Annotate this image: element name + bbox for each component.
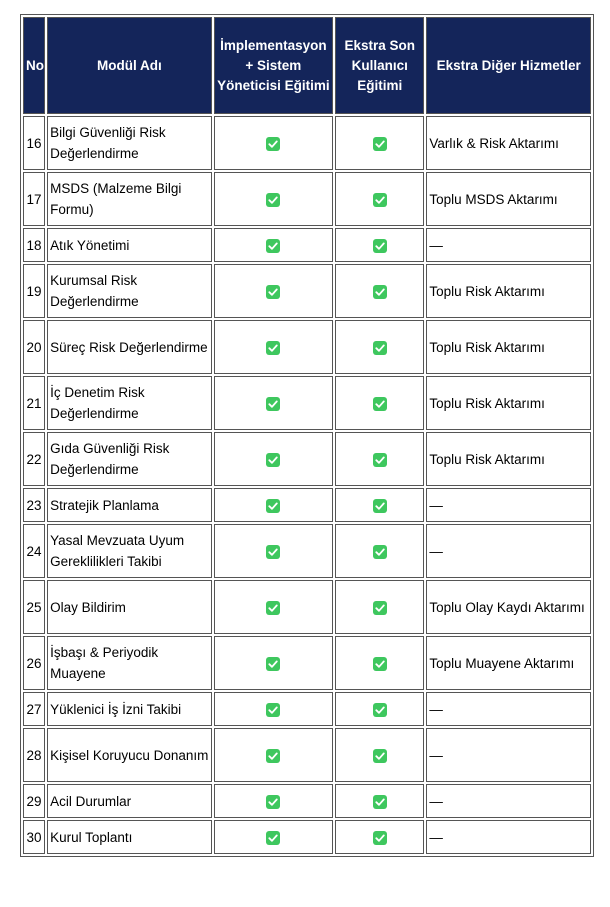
table-row <box>23 728 591 782</box>
row-number: 29 <box>23 784 45 818</box>
header-end-user-training: Ekstra Son Kullanıcı Eğitimi <box>335 17 424 114</box>
check-icon <box>266 545 280 559</box>
check-icon <box>266 601 280 615</box>
implementation-cell <box>214 432 333 486</box>
module-name: Kurumsal Risk Değerlendirme <box>47 264 212 318</box>
check-icon <box>373 397 387 411</box>
table-row <box>23 820 591 854</box>
other-services: — <box>426 228 591 262</box>
other-services: Toplu Risk Aktarımı <box>426 376 591 430</box>
table-row <box>23 580 591 634</box>
other-services: — <box>426 820 591 854</box>
check-icon <box>266 453 280 467</box>
check-icon <box>266 239 280 253</box>
row-number: 18 <box>23 228 45 262</box>
check-icon <box>373 137 387 151</box>
header-other-services: Ekstra Diğer Hizmetler <box>426 17 591 114</box>
check-icon <box>266 193 280 207</box>
row-number: 24 <box>23 524 45 578</box>
table-row <box>23 172 591 226</box>
implementation-cell <box>214 264 333 318</box>
other-services: Toplu Risk Aktarımı <box>426 320 591 374</box>
check-icon <box>373 657 387 671</box>
row-number: 22 <box>23 432 45 486</box>
module-name: Yasal Mevzuata Uyum Gereklilikleri Takibi <box>47 524 212 578</box>
table-row <box>23 228 591 262</box>
check-icon <box>266 499 280 513</box>
row-number: 30 <box>23 820 45 854</box>
row-number: 19 <box>23 264 45 318</box>
implementation-cell <box>214 376 333 430</box>
header-implementation-training: İmplementasyon + Sistem Yöneticisi Eğitimi <box>214 17 333 114</box>
module-name: Süreç Risk Değerlendirme <box>47 320 212 374</box>
table-row <box>23 376 591 430</box>
check-icon <box>266 703 280 717</box>
module-name: Atık Yönetimi <box>47 228 212 262</box>
end-user-cell <box>335 172 424 226</box>
check-icon <box>373 453 387 467</box>
implementation-cell <box>214 636 333 690</box>
check-icon <box>373 795 387 809</box>
module-name: Acil Durumlar <box>47 784 212 818</box>
end-user-cell <box>335 264 424 318</box>
check-icon <box>266 397 280 411</box>
module-name: Yüklenici İş İzni Takibi <box>47 692 212 726</box>
end-user-cell <box>335 376 424 430</box>
check-icon <box>266 341 280 355</box>
module-name: MSDS (Malzeme Bilgi Formu) <box>47 172 212 226</box>
module-name: Stratejik Planlama <box>47 488 212 522</box>
row-number: 28 <box>23 728 45 782</box>
table-row <box>23 784 591 818</box>
table-body <box>23 116 591 854</box>
other-services: — <box>426 692 591 726</box>
header-no: No <box>23 17 45 114</box>
module-name: İşbaşı & Periyodik Muayene <box>47 636 212 690</box>
row-number: 26 <box>23 636 45 690</box>
check-icon <box>373 499 387 513</box>
module-name: Bilgi Güvenliği Risk Değerlendirme <box>47 116 212 170</box>
module-name: Kurul Toplantı <box>47 820 212 854</box>
module-name: Gıda Güvenliği Risk Değerlendirme <box>47 432 212 486</box>
other-services: — <box>426 488 591 522</box>
end-user-cell <box>335 432 424 486</box>
module-name: Olay Bildirim <box>47 580 212 634</box>
module-name: Kişisel Koruyucu Donanım <box>47 728 212 782</box>
table-row <box>23 264 591 318</box>
other-services: — <box>426 524 591 578</box>
implementation-cell <box>214 116 333 170</box>
row-number: 17 <box>23 172 45 226</box>
end-user-cell <box>335 488 424 522</box>
row-number: 21 <box>23 376 45 430</box>
table-row <box>23 692 591 726</box>
row-number: 23 <box>23 488 45 522</box>
check-icon <box>373 703 387 717</box>
check-icon <box>266 285 280 299</box>
end-user-cell <box>335 524 424 578</box>
implementation-cell <box>214 488 333 522</box>
table-row <box>23 432 591 486</box>
implementation-cell <box>214 320 333 374</box>
implementation-cell <box>214 728 333 782</box>
check-icon <box>266 795 280 809</box>
check-icon <box>266 749 280 763</box>
end-user-cell <box>335 228 424 262</box>
implementation-cell <box>214 172 333 226</box>
check-icon <box>373 341 387 355</box>
modules-table <box>20 14 594 857</box>
check-icon <box>373 601 387 615</box>
module-name: İç Denetim Risk Değerlendirme <box>47 376 212 430</box>
check-icon <box>373 193 387 207</box>
end-user-cell <box>335 820 424 854</box>
implementation-cell <box>214 784 333 818</box>
implementation-cell <box>214 524 333 578</box>
header-module-name: Modül Adı <box>47 17 212 114</box>
other-services: Toplu Risk Aktarımı <box>426 432 591 486</box>
end-user-cell <box>335 116 424 170</box>
end-user-cell <box>335 784 424 818</box>
end-user-cell <box>335 636 424 690</box>
check-icon <box>373 285 387 299</box>
table-row <box>23 488 591 522</box>
other-services: Varlık & Risk Aktarımı <box>426 116 591 170</box>
table-row <box>23 524 591 578</box>
end-user-cell <box>335 320 424 374</box>
check-icon <box>373 239 387 253</box>
table-header <box>23 17 591 114</box>
end-user-cell <box>335 728 424 782</box>
check-icon <box>373 545 387 559</box>
table-row <box>23 116 591 170</box>
row-number: 25 <box>23 580 45 634</box>
other-services: Toplu Olay Kaydı Aktarımı <box>426 580 591 634</box>
end-user-cell <box>335 580 424 634</box>
check-icon <box>373 749 387 763</box>
check-icon <box>266 137 280 151</box>
implementation-cell <box>214 580 333 634</box>
other-services: Toplu Muayene Aktarımı <box>426 636 591 690</box>
other-services: Toplu Risk Aktarımı <box>426 264 591 318</box>
other-services: — <box>426 728 591 782</box>
implementation-cell <box>214 228 333 262</box>
check-icon <box>266 831 280 845</box>
row-number: 20 <box>23 320 45 374</box>
check-icon <box>373 831 387 845</box>
other-services: — <box>426 784 591 818</box>
table-row <box>23 320 591 374</box>
implementation-cell <box>214 692 333 726</box>
implementation-cell <box>214 820 333 854</box>
check-icon <box>266 657 280 671</box>
row-number: 27 <box>23 692 45 726</box>
other-services: Toplu MSDS Aktarımı <box>426 172 591 226</box>
table-row <box>23 636 591 690</box>
end-user-cell <box>335 692 424 726</box>
row-number: 16 <box>23 116 45 170</box>
header-row <box>23 17 591 114</box>
